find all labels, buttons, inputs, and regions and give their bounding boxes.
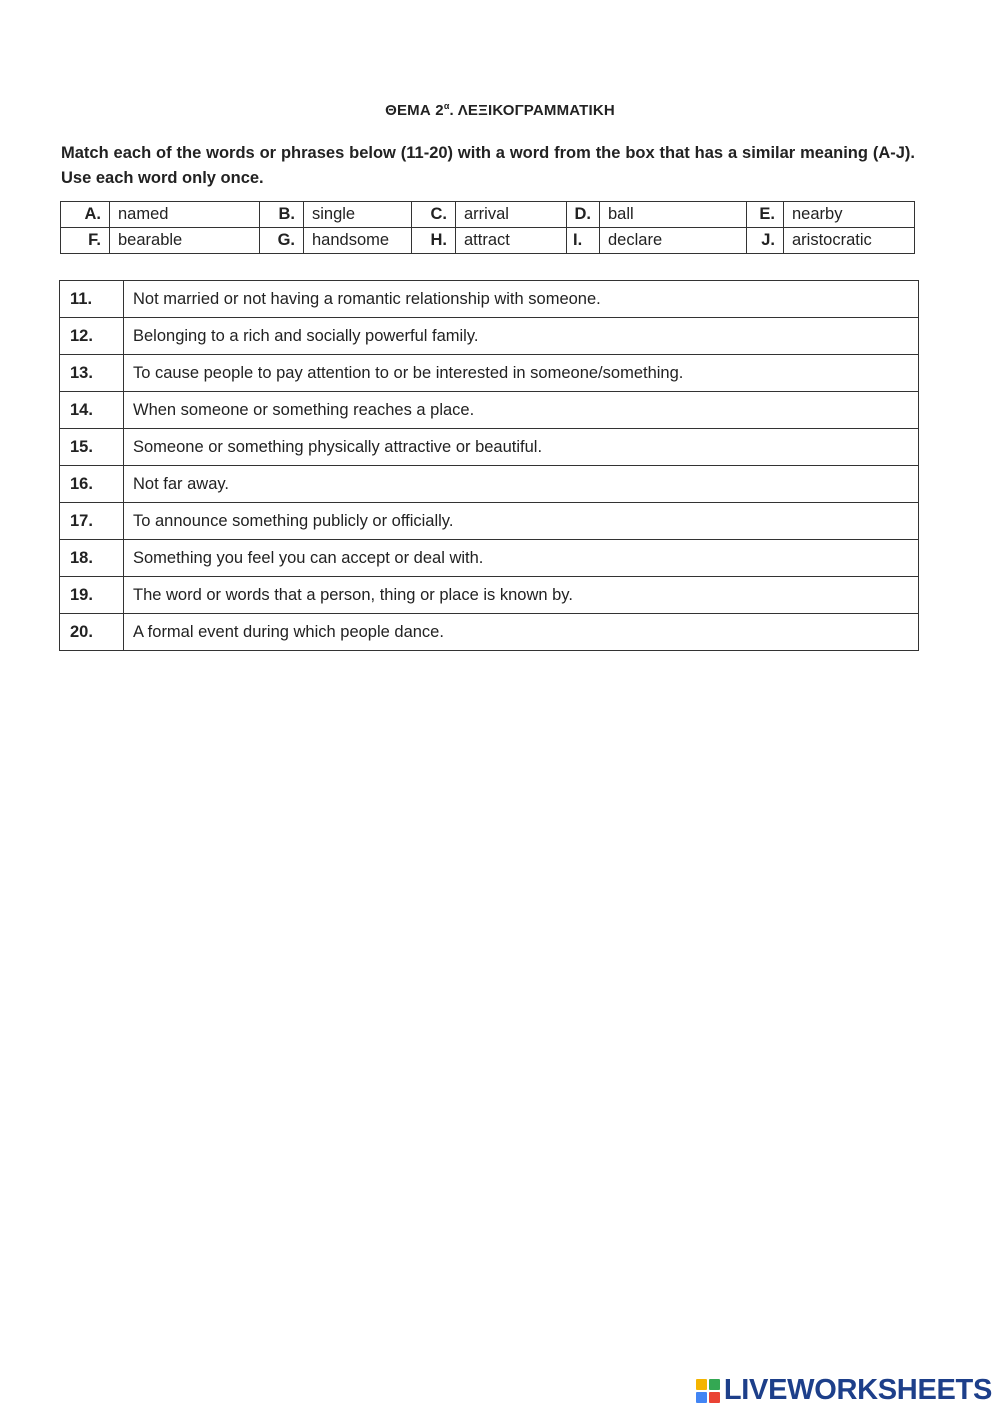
table-row — [60, 355, 919, 392]
item-definition: Someone or something physically attractive or beautiful. — [124, 429, 919, 466]
item-number: 12. — [60, 318, 124, 355]
table-row — [60, 466, 919, 503]
table-row — [60, 392, 919, 429]
item-definition: A formal event during which people dance. — [124, 614, 919, 651]
item-number: 16. — [60, 466, 124, 503]
table-row — [60, 503, 919, 540]
item-definition: When someone or something reaches a place. — [124, 392, 919, 429]
page-title — [0, 101, 1000, 119]
option-word: declare — [600, 228, 747, 254]
item-definition: Something you feel you can accept or deal with. — [124, 540, 919, 577]
liveworksheets-logo-icon — [696, 1379, 720, 1403]
option-word: single — [304, 202, 412, 228]
logo-square-icon — [709, 1392, 720, 1403]
item-number: 15. — [60, 429, 124, 466]
option-word: attract — [456, 228, 567, 254]
item-number: 11. — [60, 281, 124, 318]
item-number: 19. — [60, 577, 124, 614]
item-definition: To cause people to pay attention to or be interested in someone/something. — [124, 355, 919, 392]
item-definition: Not far away. — [124, 466, 919, 503]
item-number: 17. — [60, 503, 124, 540]
item-definition: To announce something publicly or officially. — [124, 503, 919, 540]
table-row — [60, 318, 919, 355]
table-row — [60, 614, 919, 651]
option-letter: D. — [567, 202, 600, 228]
word-box — [60, 201, 915, 254]
item-definition: Not married or not having a romantic relationship with someone. — [124, 281, 919, 318]
liveworksheets-logo[interactable] — [696, 1374, 992, 1407]
option-word: named — [110, 202, 260, 228]
option-word: nearby — [784, 202, 915, 228]
option-letter: I. — [567, 228, 600, 254]
option-word: arrival — [456, 202, 567, 228]
definitions-table — [59, 280, 919, 651]
option-word: bearable — [110, 228, 260, 254]
item-number: 14. — [60, 392, 124, 429]
table-row — [60, 281, 919, 318]
logo-text: LIVEWORKSHEETS — [723, 1374, 992, 1406]
title-main: ΘΕΜΑ 2 — [385, 102, 444, 119]
option-letter: J. — [747, 228, 784, 254]
word-box-row — [61, 202, 915, 228]
option-word: ball — [600, 202, 747, 228]
option-letter: E. — [747, 202, 784, 228]
title-superscript: α — [443, 101, 450, 111]
item-number: 18. — [60, 540, 124, 577]
option-letter: C. — [412, 202, 456, 228]
table-row — [60, 540, 919, 577]
option-letter: F. — [61, 228, 110, 254]
option-letter: B. — [260, 202, 304, 228]
table-row — [60, 577, 919, 614]
item-number: 13. — [60, 355, 124, 392]
option-word: handsome — [304, 228, 412, 254]
title-rest: . ΛΕΞΙΚΟΓΡΑΜΜΑΤΙΚΗ — [449, 102, 615, 119]
instructions: Match each of the words or phrases below (11-20) with a word from the box that has a similar meaning (A-J). Use each word only once. — [61, 144, 915, 187]
word-box-row — [61, 228, 915, 254]
option-letter: G. — [260, 228, 304, 254]
logo-square-icon — [709, 1379, 720, 1390]
option-letter: A. — [61, 202, 110, 228]
option-word: aristocratic — [784, 228, 915, 254]
option-letter: H. — [412, 228, 456, 254]
item-definition: The word or words that a person, thing or place is known by. — [124, 577, 919, 614]
item-definition: Belonging to a rich and socially powerful family. — [124, 318, 919, 355]
logo-square-icon — [696, 1379, 707, 1390]
table-row — [60, 429, 919, 466]
item-number: 20. — [60, 614, 124, 651]
logo-square-icon — [696, 1392, 707, 1403]
